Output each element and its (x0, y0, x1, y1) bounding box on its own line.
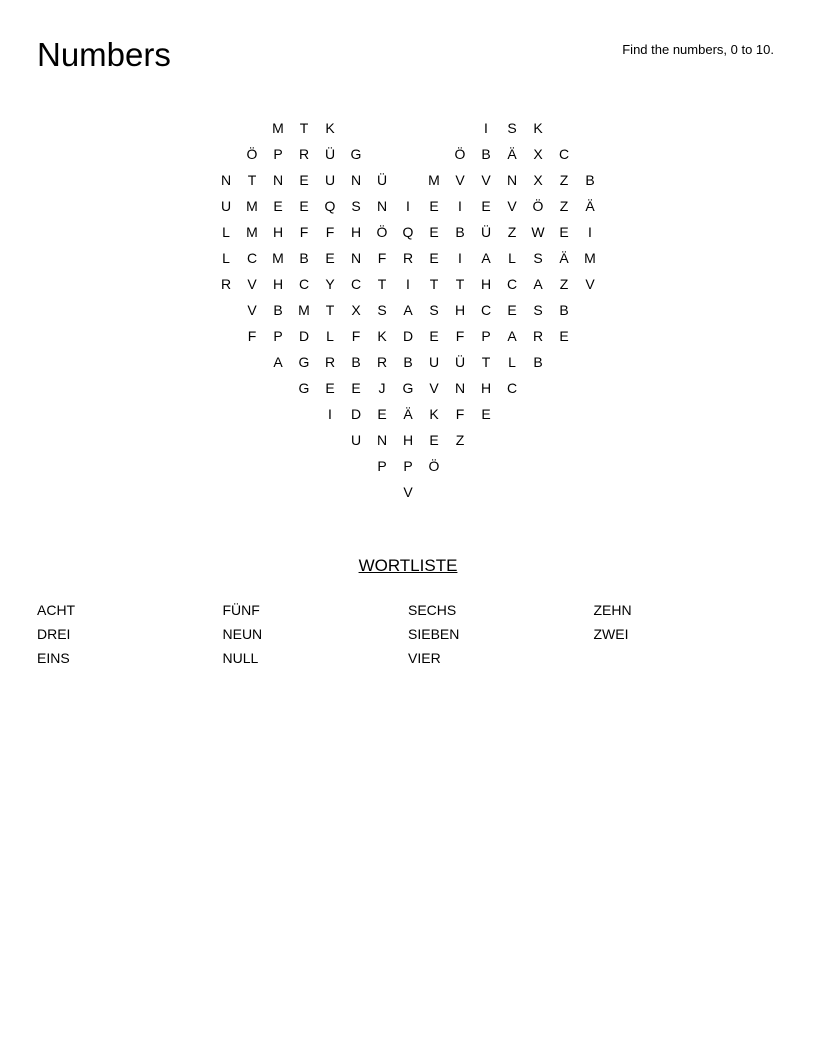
grid-cell: P (377, 458, 387, 474)
grid-cell (603, 323, 629, 349)
grid-cell: H (272, 276, 284, 292)
grid-cell: I (328, 406, 332, 422)
grid-cell: B (273, 302, 283, 318)
grid-cell: M (246, 224, 258, 240)
grid-cell: X (533, 172, 543, 188)
grid-cell: K (533, 120, 543, 136)
grid-cell (317, 427, 343, 453)
grid-cell: C (506, 276, 518, 292)
grid-cell (525, 427, 551, 453)
grid-cell (603, 141, 629, 167)
grid-row (213, 115, 629, 141)
grid-cell: N (350, 172, 362, 188)
grid-cell: B (533, 354, 543, 370)
grid-cell: N (350, 250, 362, 266)
grid-cell: B (299, 250, 309, 266)
grid-cell (551, 427, 577, 453)
grid-cell (265, 453, 291, 479)
grid-cell: V (247, 276, 257, 292)
grid-cell: E (429, 432, 439, 448)
grid-cell: U (350, 432, 362, 448)
grid-cell: D (402, 328, 414, 344)
grid-cell (291, 479, 317, 505)
grid-cell: L (326, 328, 334, 344)
wordlist-item: NEUN (222, 626, 263, 642)
grid-cell (239, 375, 265, 401)
grid-cell (369, 479, 395, 505)
grid-row (213, 193, 629, 219)
grid-cell: E (481, 198, 491, 214)
grid-cell (265, 401, 291, 427)
grid-cell: Q (324, 198, 336, 214)
grid-cell: V (481, 172, 491, 188)
grid-cell: I (406, 198, 410, 214)
grid-cell: M (584, 250, 596, 266)
grid-row (213, 349, 629, 375)
grid-cell: F (351, 328, 361, 344)
grid-cell: C (480, 302, 492, 318)
grid-cell (291, 401, 317, 427)
grid-cell (213, 349, 239, 375)
grid-cell (603, 167, 629, 193)
grid-cell (447, 453, 473, 479)
grid-cell (447, 479, 473, 505)
grid-cell (317, 479, 343, 505)
grid-cell: L (222, 224, 230, 240)
grid-cell (551, 453, 577, 479)
grid-cell (577, 453, 603, 479)
grid-cell: Ü (480, 224, 492, 240)
puzzle-grid (213, 115, 629, 505)
grid-cell: D (350, 406, 362, 422)
grid-cell: Ä (559, 250, 569, 266)
grid-cell (317, 453, 343, 479)
grid-cell: T (377, 276, 387, 292)
wordlist-item: EINS (37, 650, 70, 666)
grid-row (213, 375, 629, 401)
grid-cell: V (455, 172, 465, 188)
grid-cell: D (298, 328, 310, 344)
grid-cell: E (481, 406, 491, 422)
grid-cell: S (377, 302, 387, 318)
grid-cell: R (532, 328, 544, 344)
grid-cell (239, 115, 265, 141)
grid-cell (577, 141, 603, 167)
grid-cell (577, 401, 603, 427)
grid-cell (265, 427, 291, 453)
grid-cell: V (507, 198, 517, 214)
grid-cell: X (351, 302, 361, 318)
grid-cell: F (455, 328, 465, 344)
wordlist-item: SECHS (408, 602, 457, 618)
grid-cell (213, 453, 239, 479)
grid-cell: Ä (507, 146, 517, 162)
grid-cell (395, 141, 421, 167)
grid-cell (499, 453, 525, 479)
grid-cell (239, 453, 265, 479)
grid-cell: Ö (532, 198, 544, 214)
grid-cell (499, 479, 525, 505)
grid-cell (525, 479, 551, 505)
grid-row (213, 219, 629, 245)
grid-cell: N (454, 380, 466, 396)
grid-cell (343, 453, 369, 479)
grid-cell: M (428, 172, 440, 188)
grid-cell (213, 323, 239, 349)
grid-cell (213, 427, 239, 453)
grid-cell (213, 115, 239, 141)
grid-cell (499, 427, 525, 453)
grid-cell (499, 401, 525, 427)
grid-cell: K (377, 328, 387, 344)
grid-cell: P (273, 328, 283, 344)
grid-cell: Ü (454, 354, 466, 370)
grid-cell: I (406, 276, 410, 292)
grid-cell: N (376, 198, 388, 214)
grid-cell: B (351, 354, 361, 370)
grid-cell: T (481, 354, 491, 370)
grid-cell: V (247, 302, 257, 318)
grid-cell: G (298, 380, 310, 396)
grid-cell: T (247, 172, 257, 188)
grid-cell (369, 115, 395, 141)
grid-cell: R (324, 354, 336, 370)
grid-cell: E (377, 406, 387, 422)
grid-cell: F (377, 250, 387, 266)
instructions-text: Find the numbers, 0 to 10. (622, 42, 774, 57)
grid-cell: L (508, 250, 516, 266)
grid-cell: K (325, 120, 335, 136)
grid-cell (603, 193, 629, 219)
grid-cell (603, 349, 629, 375)
grid-cell: F (455, 406, 465, 422)
grid-cell: E (429, 224, 439, 240)
grid-cell: G (350, 146, 362, 162)
grid-cell (577, 323, 603, 349)
grid-cell: F (325, 224, 335, 240)
grid-cell (421, 479, 447, 505)
grid-cell: E (429, 250, 439, 266)
grid-cell: G (298, 354, 310, 370)
grid-cell: M (272, 120, 284, 136)
grid-cell: E (299, 198, 309, 214)
grid-cell: A (403, 302, 413, 318)
grid-cell (577, 479, 603, 505)
wordlist-item: NULL (222, 650, 259, 666)
page-title: Numbers (37, 36, 171, 73)
grid-row (213, 453, 629, 479)
grid-cell: P (273, 146, 283, 162)
grid-cell: J (378, 380, 386, 396)
grid-cell: M (272, 250, 284, 266)
grid-cell (213, 375, 239, 401)
grid-cell: H (454, 302, 466, 318)
grid-cell: E (559, 224, 569, 240)
grid-cell: E (273, 198, 283, 214)
wordlist-item: SIEBEN (408, 626, 460, 642)
grid-cell: Y (325, 276, 335, 292)
grid-cell: N (272, 172, 284, 188)
grid-cell (265, 375, 291, 401)
grid-cell (577, 297, 603, 323)
grid-cell: Z (559, 276, 569, 292)
grid-cell: B (455, 224, 465, 240)
grid-cell: E (559, 328, 569, 344)
grid-cell: B (403, 354, 413, 370)
grid-cell (473, 427, 499, 453)
grid-cell (603, 219, 629, 245)
grid-cell: E (325, 380, 335, 396)
grid-cell (551, 479, 577, 505)
grid-cell: E (429, 198, 439, 214)
grid-cell (421, 141, 447, 167)
grid-cell: E (429, 328, 439, 344)
grid-cell: M (298, 302, 310, 318)
grid-cell: V (585, 276, 595, 292)
grid-cell: S (351, 198, 361, 214)
grid-cell (603, 271, 629, 297)
grid-cell: N (220, 172, 232, 188)
grid-cell: Ö (376, 224, 388, 240)
grid-cell: Ä (403, 406, 413, 422)
grid-cell: Z (507, 224, 517, 240)
grid-row (213, 167, 629, 193)
grid-cell: Z (559, 198, 569, 214)
wordlist (37, 600, 779, 672)
wordlist-item: ZEHN (593, 602, 632, 618)
grid-cell (603, 375, 629, 401)
grid-cell: N (506, 172, 518, 188)
grid-cell: X (533, 146, 543, 162)
grid-cell (343, 115, 369, 141)
grid-cell: N (376, 432, 388, 448)
grid-cell: C (558, 146, 570, 162)
grid-cell: H (350, 224, 362, 240)
grid-cell: C (298, 276, 310, 292)
grid-cell: W (531, 224, 545, 240)
grid-cell: R (220, 276, 232, 292)
grid-cell: Q (402, 224, 414, 240)
grid-cell: S (533, 302, 543, 318)
grid-cell (213, 401, 239, 427)
grid-cell: B (559, 302, 569, 318)
grid-cell: R (402, 250, 414, 266)
grid-cell: E (299, 172, 309, 188)
grid-row (213, 401, 629, 427)
grid-cell: T (325, 302, 335, 318)
grid-cell: A (273, 354, 283, 370)
grid-cell (551, 349, 577, 375)
grid-cell: B (481, 146, 491, 162)
grid-cell: U (428, 354, 440, 370)
grid-cell (473, 479, 499, 505)
grid-cell: E (507, 302, 517, 318)
grid-cell (551, 115, 577, 141)
grid-cell (603, 479, 629, 505)
grid-cell: I (458, 198, 462, 214)
grid-cell: K (429, 406, 439, 422)
grid-cell (291, 427, 317, 453)
grid-row (213, 141, 629, 167)
grid-cell (395, 167, 421, 193)
grid-cell: H (272, 224, 284, 240)
grid-cell (577, 349, 603, 375)
grid-cell: F (247, 328, 257, 344)
grid-cell: U (220, 198, 232, 214)
grid-cell: R (376, 354, 388, 370)
grid-cell (265, 479, 291, 505)
grid-cell (421, 115, 447, 141)
grid-cell: C (246, 250, 258, 266)
grid-cell (603, 245, 629, 271)
grid-cell: P (481, 328, 491, 344)
grid-cell (551, 375, 577, 401)
grid-cell: T (455, 276, 465, 292)
grid-cell (603, 453, 629, 479)
grid-cell (525, 453, 551, 479)
grid-cell: P (403, 458, 413, 474)
grid-cell: Z (559, 172, 569, 188)
wordlist-item: VIER (408, 650, 441, 666)
wordlist-item: ZWEI (593, 626, 629, 642)
grid-cell: G (402, 380, 414, 396)
wordlist-item: DREI (37, 626, 71, 642)
grid-cell (239, 427, 265, 453)
grid-cell (551, 401, 577, 427)
grid-cell (239, 401, 265, 427)
grid-cell: A (507, 328, 517, 344)
grid-cell (603, 297, 629, 323)
grid-cell: Ü (324, 146, 336, 162)
grid-cell: S (507, 120, 517, 136)
wordlist-item: FÜNF (222, 602, 260, 618)
grid-cell (213, 479, 239, 505)
grid-cell: M (246, 198, 258, 214)
grid-cell: H (402, 432, 414, 448)
grid-cell: C (506, 380, 518, 396)
grid-row (213, 245, 629, 271)
grid-cell (525, 401, 551, 427)
grid-cell: Ü (376, 172, 388, 188)
grid-cell (525, 375, 551, 401)
grid-cell: S (533, 250, 543, 266)
grid-cell: C (350, 276, 362, 292)
grid-cell (577, 115, 603, 141)
grid-cell (395, 115, 421, 141)
grid-cell: A (533, 276, 543, 292)
grid-cell (213, 141, 239, 167)
grid-cell: Ö (428, 458, 440, 474)
grid-cell: I (484, 120, 488, 136)
grid-cell: Ö (246, 146, 258, 162)
grid-cell: S (429, 302, 439, 318)
grid-cell: T (429, 276, 439, 292)
grid-cell (603, 427, 629, 453)
grid-cell (343, 479, 369, 505)
grid-cell (603, 115, 629, 141)
grid-cell (577, 375, 603, 401)
grid-cell: T (299, 120, 309, 136)
grid-cell: F (299, 224, 309, 240)
grid-cell: E (351, 380, 361, 396)
grid-cell: E (325, 250, 335, 266)
grid-cell: A (481, 250, 491, 266)
grid-cell: Ö (454, 146, 466, 162)
grid-cell (213, 297, 239, 323)
grid-cell: R (298, 146, 310, 162)
grid-row (213, 427, 629, 453)
grid-cell: B (585, 172, 595, 188)
grid-row (213, 479, 629, 505)
grid-cell (369, 141, 395, 167)
grid-cell: H (480, 276, 492, 292)
grid-cell (239, 479, 265, 505)
wordlist-title: WORTLISTE (358, 556, 458, 575)
grid-cell: Z (455, 432, 465, 448)
grid-cell (239, 349, 265, 375)
grid-row (213, 323, 629, 349)
grid-cell (447, 115, 473, 141)
grid-cell: V (403, 484, 413, 500)
grid-cell: V (429, 380, 439, 396)
grid-cell (577, 427, 603, 453)
grid-cell: U (324, 172, 336, 188)
grid-cell: Ä (585, 198, 595, 214)
grid-cell: H (480, 380, 492, 396)
grid-cell: L (508, 354, 516, 370)
grid-cell: L (222, 250, 230, 266)
grid-cell: I (588, 224, 592, 240)
grid-cell (473, 453, 499, 479)
grid-row (213, 297, 629, 323)
wordlist-item: ACHT (37, 602, 76, 618)
grid-cell (603, 401, 629, 427)
grid-row (213, 271, 629, 297)
grid-cell (291, 453, 317, 479)
grid-cell: I (458, 250, 462, 266)
